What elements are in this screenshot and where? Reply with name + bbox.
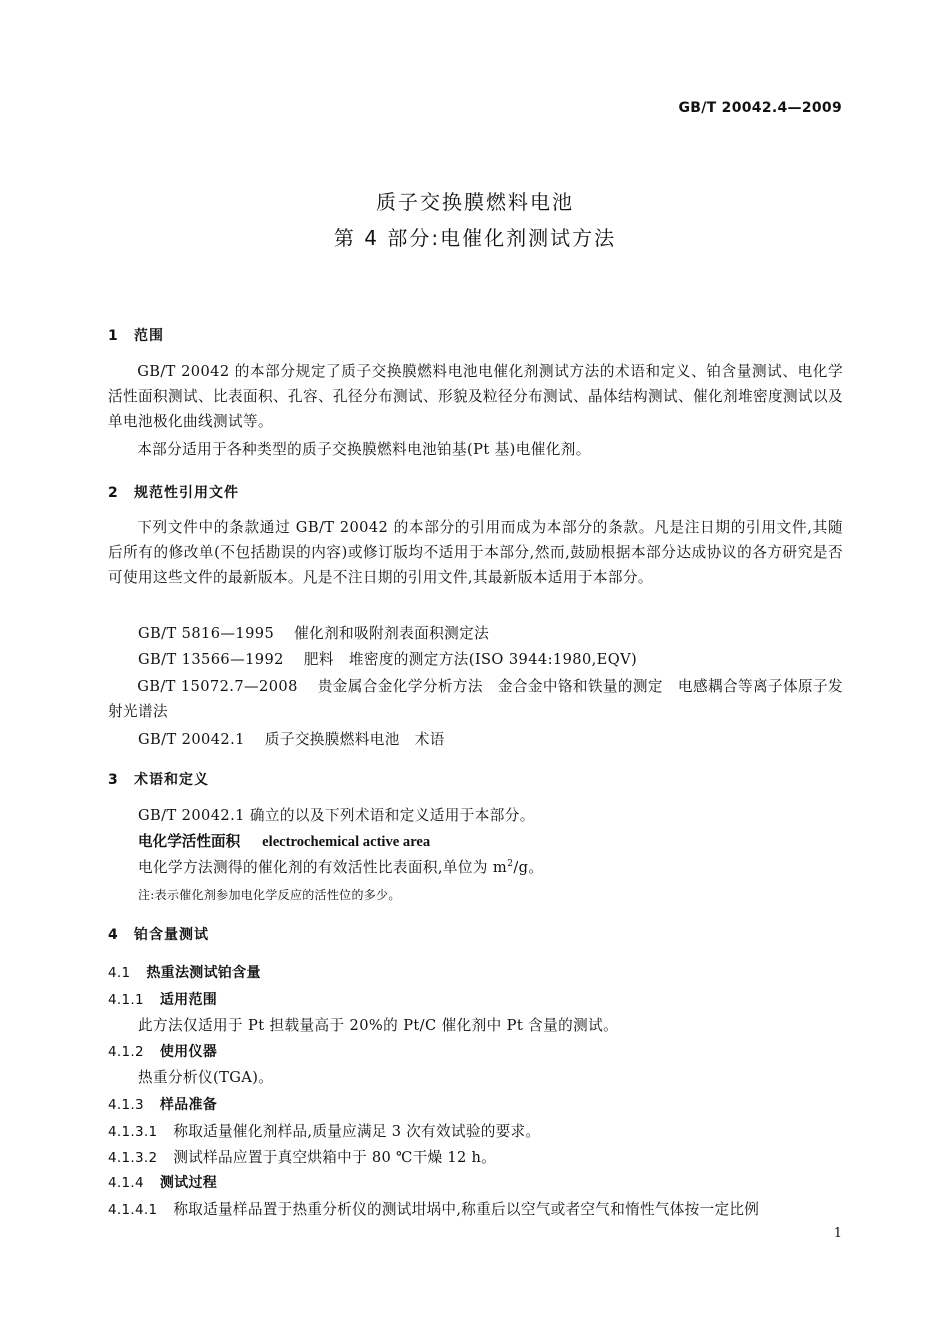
section-1-paragraph-1: GB/T 20042 的本部分规定了质子交换膜燃料电池电催化剂测试方法的术语和定义、铂含量测试、电化学活性面积测试、比表面积、孔容、孔径分布测试、形貌及粒径分布测试、晶体结构测试、催化剂堆密度测试以及单电池极化曲线测试等。: [108, 363, 843, 430]
reference-code: GB/T 15072.7—2008: [137, 678, 298, 695]
clause-4-1-1-body: 此方法仅适用于 Pt 担载量高于 20%的 Pt/C 催化剂中 Pt 含量的测试。: [138, 1017, 619, 1034]
section-title: 规范性引用文件: [134, 485, 239, 501]
document-title-line2: 第 4 部分:电催化剂测试方法: [333, 226, 617, 250]
section-2-heading: [108, 482, 239, 502]
section-title: 铂含量测试: [134, 927, 209, 943]
clause-4-1-1: [108, 989, 217, 1009]
clause-number: 4.1.1: [108, 992, 144, 1008]
definition-unit: /g。: [513, 859, 544, 876]
section-3-intro: GB/T 20042.1 确立的以及下列术语和定义适用于本部分。: [138, 807, 535, 824]
clause-4-1-4: [108, 1172, 217, 1192]
term-note: 注:表示催化剂参加电化学反应的活性位的多少。: [138, 888, 401, 902]
clause-number: 4.1.3.1: [108, 1124, 158, 1140]
clause-number: 4.1.3: [108, 1097, 144, 1113]
section-title: 范围: [134, 328, 164, 344]
term-chinese: 电化学活性面积: [138, 833, 241, 850]
reference-code: GB/T 20042.1: [138, 731, 245, 748]
standard-code: GB/T 20042.4—2009: [678, 100, 842, 116]
page-number: 1: [833, 1226, 842, 1241]
clause-4-1-2-body: 热重分析仪(TGA)。: [138, 1069, 274, 1086]
section-title: 术语和定义: [134, 772, 209, 788]
clause-number: 4.1.4: [108, 1175, 144, 1191]
clause-text: 称取适量样品置于热重分析仪的测试坩埚中,称重后以空气或者空气和惰性气体按一定比例: [173, 1201, 760, 1218]
term-definition: [138, 856, 543, 877]
clause-4-1-4-1: [108, 1198, 759, 1219]
term-entry: [138, 830, 430, 851]
section-4-heading: [108, 924, 209, 944]
reference-title: 催化剂和吸附剂表面积测定法: [294, 625, 490, 642]
reference-item: [138, 622, 489, 643]
reference-code: GB/T 13566—1992: [138, 651, 284, 668]
section-1-heading: [108, 325, 164, 345]
reference-title: 肥料 堆密度的测定方法(ISO 3944:1980,EQV): [303, 651, 638, 668]
reference-item: [138, 648, 637, 669]
reference-item: [108, 674, 843, 724]
reference-title: 质子交换膜燃料电池 术语: [264, 731, 445, 748]
section-2-paragraph: 下列文件中的条款通过 GB/T 20042 的本部分的引用而成为本部分的条款。凡是注日期的引用文件,其随后所有的修改单(不包括勘误的内容)或修订版均不适用于本部分,然而,鼓励根据本部分达成协议的各方研究是否可使用这些文件的最新版本。凡是不注日期的引用文件,其最新版本适用于本部分。: [108, 519, 843, 586]
clause-title: 使用仪器: [159, 1044, 218, 1060]
section-1-paragraph-2: 本部分适用于各种类型的质子交换膜燃料电池铂基(Pt 基)电催化剂。: [137, 441, 591, 458]
section-number: 1: [108, 328, 119, 344]
definition-superscript: 2: [507, 859, 514, 870]
clause-number: 4.1.4.1: [108, 1202, 158, 1218]
clause-text: 测试样品应置于真空烘箱中于 80 ℃干燥 12 h。: [173, 1149, 497, 1166]
reference-title: 贵金属合金化学分析方法 金合金中铬和铁量的测定 电感耦合等离子体原子发射光谱法: [108, 678, 843, 720]
clause-title: 适用范围: [159, 992, 218, 1008]
clause-title: 测试过程: [159, 1175, 218, 1191]
section-number: 2: [108, 485, 119, 501]
clause-number: 4.1.3.2: [108, 1150, 158, 1166]
term-english: electrochemical active area: [262, 834, 431, 850]
clause-4-1-3: [108, 1094, 217, 1114]
document-title-line1: 质子交换膜燃料电池: [376, 190, 574, 214]
reference-code: GB/T 5816—1995: [138, 625, 275, 642]
clause-4-1-3-1: [108, 1120, 540, 1141]
reference-item: [138, 728, 445, 749]
section-number: 4: [108, 927, 119, 943]
clause-title: 样品准备: [159, 1097, 218, 1113]
clause-number: 4.1.2: [108, 1044, 144, 1060]
definition-text: 电化学方法测得的催化剂的有效活性比表面积,单位为 m: [138, 859, 508, 876]
section-number: 3: [108, 772, 119, 788]
clause-4-1-2: [108, 1041, 217, 1061]
clause-number: 4.1: [108, 965, 131, 981]
clause-4-1: [108, 962, 261, 982]
clause-4-1-3-2: [108, 1146, 496, 1167]
clause-text: 称取适量催化剂样品,质量应满足 3 次有效试验的要求。: [173, 1123, 541, 1140]
section-3-heading: [108, 769, 209, 789]
clause-title: 热重法测试铂含量: [146, 965, 261, 981]
